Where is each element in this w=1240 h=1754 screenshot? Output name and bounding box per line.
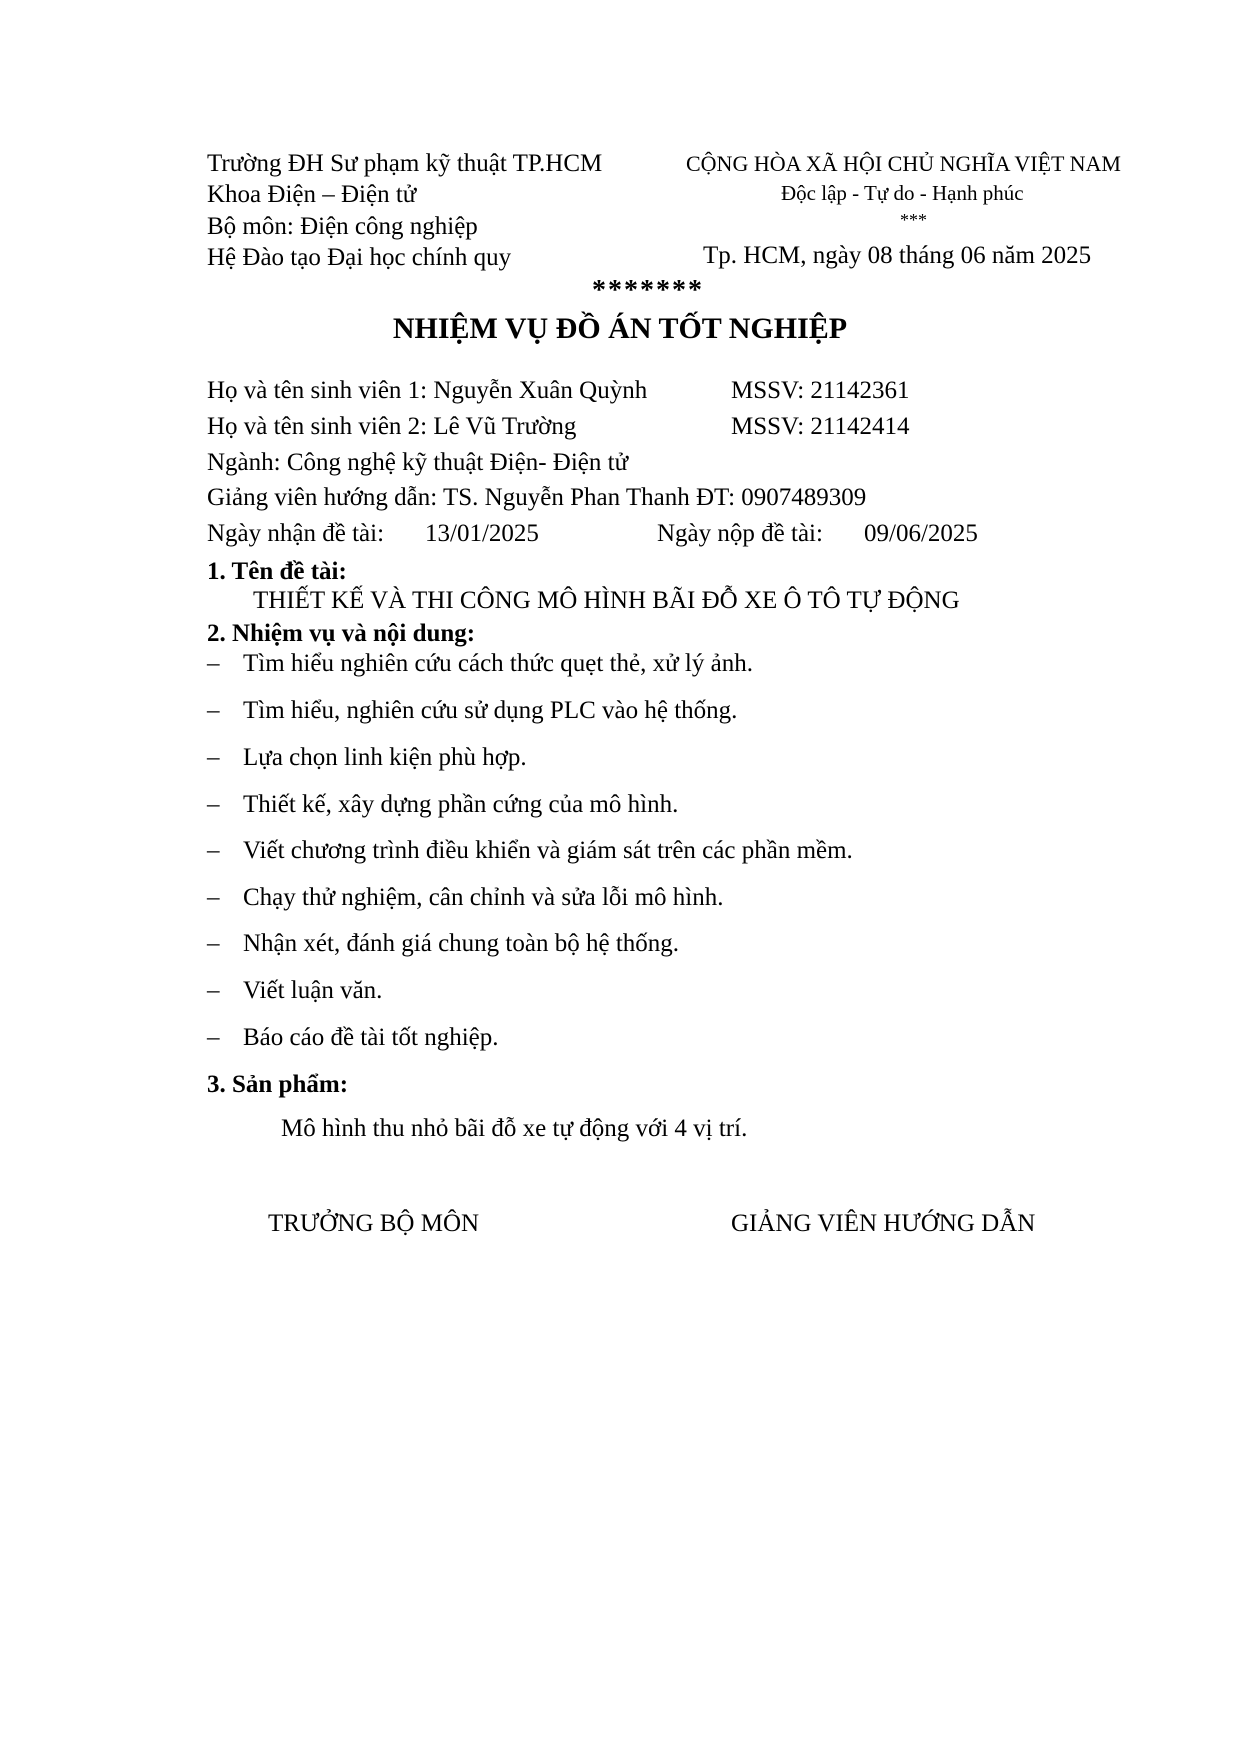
section2-heading: 2. Nhiệm vụ và nội dung: bbox=[207, 620, 476, 647]
bullet-dash: – bbox=[207, 697, 220, 724]
task-item bbox=[207, 1024, 498, 1052]
training-system: Hệ Đào tạo Đại học chính quy bbox=[207, 244, 512, 271]
student2-id: MSSV: 21142414 bbox=[731, 413, 910, 440]
task-text: Viết chương trình điều khiển và giám sát trên các phần mềm. bbox=[243, 837, 853, 864]
product-description: Mô hình thu nhỏ bãi đỗ xe tự động với 4 vị trí. bbox=[281, 1115, 748, 1142]
faculty-name: Khoa Điện – Điện tử bbox=[207, 181, 417, 208]
task-item bbox=[207, 977, 382, 1005]
task-text: Tìm hiểu nghiên cứu cách thức quẹt thẻ, xử lý ảnh. bbox=[243, 650, 753, 677]
thesis-topic: THIẾT KẾ VÀ THI CÔNG MÔ HÌNH BÃI ĐỖ XE Ô TÔ TỰ ĐỘNG bbox=[253, 587, 960, 614]
student2-name: Họ và tên sinh viên 2: Lê Vũ Trường bbox=[207, 413, 577, 440]
task-item bbox=[207, 930, 679, 958]
task-text: Nhận xét, đánh giá chung toàn bộ hệ thống. bbox=[243, 930, 680, 957]
advisor-signature: GIẢNG VIÊN HƯỚNG DẪN bbox=[731, 1210, 1036, 1237]
task-text: Chạy thử nghiệm, cân chỉnh và sửa lỗi mô hình. bbox=[243, 884, 724, 911]
advisor-line: Giảng viên hướng dẫn: TS. Nguyễn Phan Thanh ĐT: 0907489309 bbox=[207, 484, 867, 511]
bullet-dash: – bbox=[207, 837, 220, 864]
bullet-dash: – bbox=[207, 650, 220, 677]
task-item bbox=[207, 650, 753, 678]
major-line: Ngành: Công nghệ kỹ thuật Điện- Điện tử bbox=[207, 449, 629, 476]
section3-heading: 3. Sản phẩm: bbox=[207, 1071, 349, 1098]
task-text: Thiết kế, xây dựng phần cứng của mô hình. bbox=[243, 791, 679, 818]
national-motto: Độc lập - Tự do - Hạnh phúc bbox=[781, 181, 1024, 205]
date-line: Tp. HCM, ngày 08 tháng 06 năm 2025 bbox=[703, 242, 1092, 269]
received-date-value: 13/01/2025 bbox=[425, 520, 539, 547]
bullet-dash: – bbox=[207, 1024, 220, 1051]
department-name: Bộ môn: Điện công nghiệp bbox=[207, 213, 478, 240]
divider-stars: ******* bbox=[592, 275, 704, 306]
bullet-dash: – bbox=[207, 884, 220, 911]
bullet-dash: – bbox=[207, 791, 220, 818]
bullet-dash: – bbox=[207, 744, 220, 771]
student1-name: Họ và tên sinh viên 1: Nguyễn Xuân Quỳnh bbox=[207, 377, 648, 404]
student1-id: MSSV: 21142361 bbox=[731, 377, 910, 404]
republic-heading: CỘNG HÒA XÃ HỘI CHỦ NGHĨA VIỆT NAM bbox=[686, 151, 1121, 176]
task-item bbox=[207, 837, 853, 865]
submit-date-value: 09/06/2025 bbox=[864, 520, 978, 547]
received-date-label: Ngày nhận đề tài: bbox=[207, 520, 385, 547]
task-item bbox=[207, 697, 737, 725]
task-text: Tìm hiểu, nghiên cứu sử dụng PLC vào hệ thống. bbox=[243, 697, 738, 724]
task-text: Lựa chọn linh kiện phù hợp. bbox=[243, 744, 527, 771]
bullet-dash: – bbox=[207, 977, 220, 1004]
document-title: NHIỆM VỤ ĐỒ ÁN TỐT NGHIỆP bbox=[392, 312, 848, 345]
bullet-dash: – bbox=[207, 930, 220, 957]
motto-stars: *** bbox=[900, 210, 927, 230]
task-item bbox=[207, 791, 678, 819]
head-of-department-signature: TRƯỞNG BỘ MÔN bbox=[268, 1210, 480, 1237]
task-item bbox=[207, 744, 527, 772]
task-text: Báo cáo đề tài tốt nghiệp. bbox=[243, 1024, 499, 1051]
task-item bbox=[207, 884, 724, 912]
submit-date-label: Ngày nộp đề tài: bbox=[657, 520, 823, 547]
task-text: Viết luận văn. bbox=[243, 977, 383, 1004]
school-name: Trường ĐH Sư phạm kỹ thuật TP.HCM bbox=[207, 150, 603, 177]
section1-heading: 1. Tên đề tài: bbox=[207, 558, 347, 585]
